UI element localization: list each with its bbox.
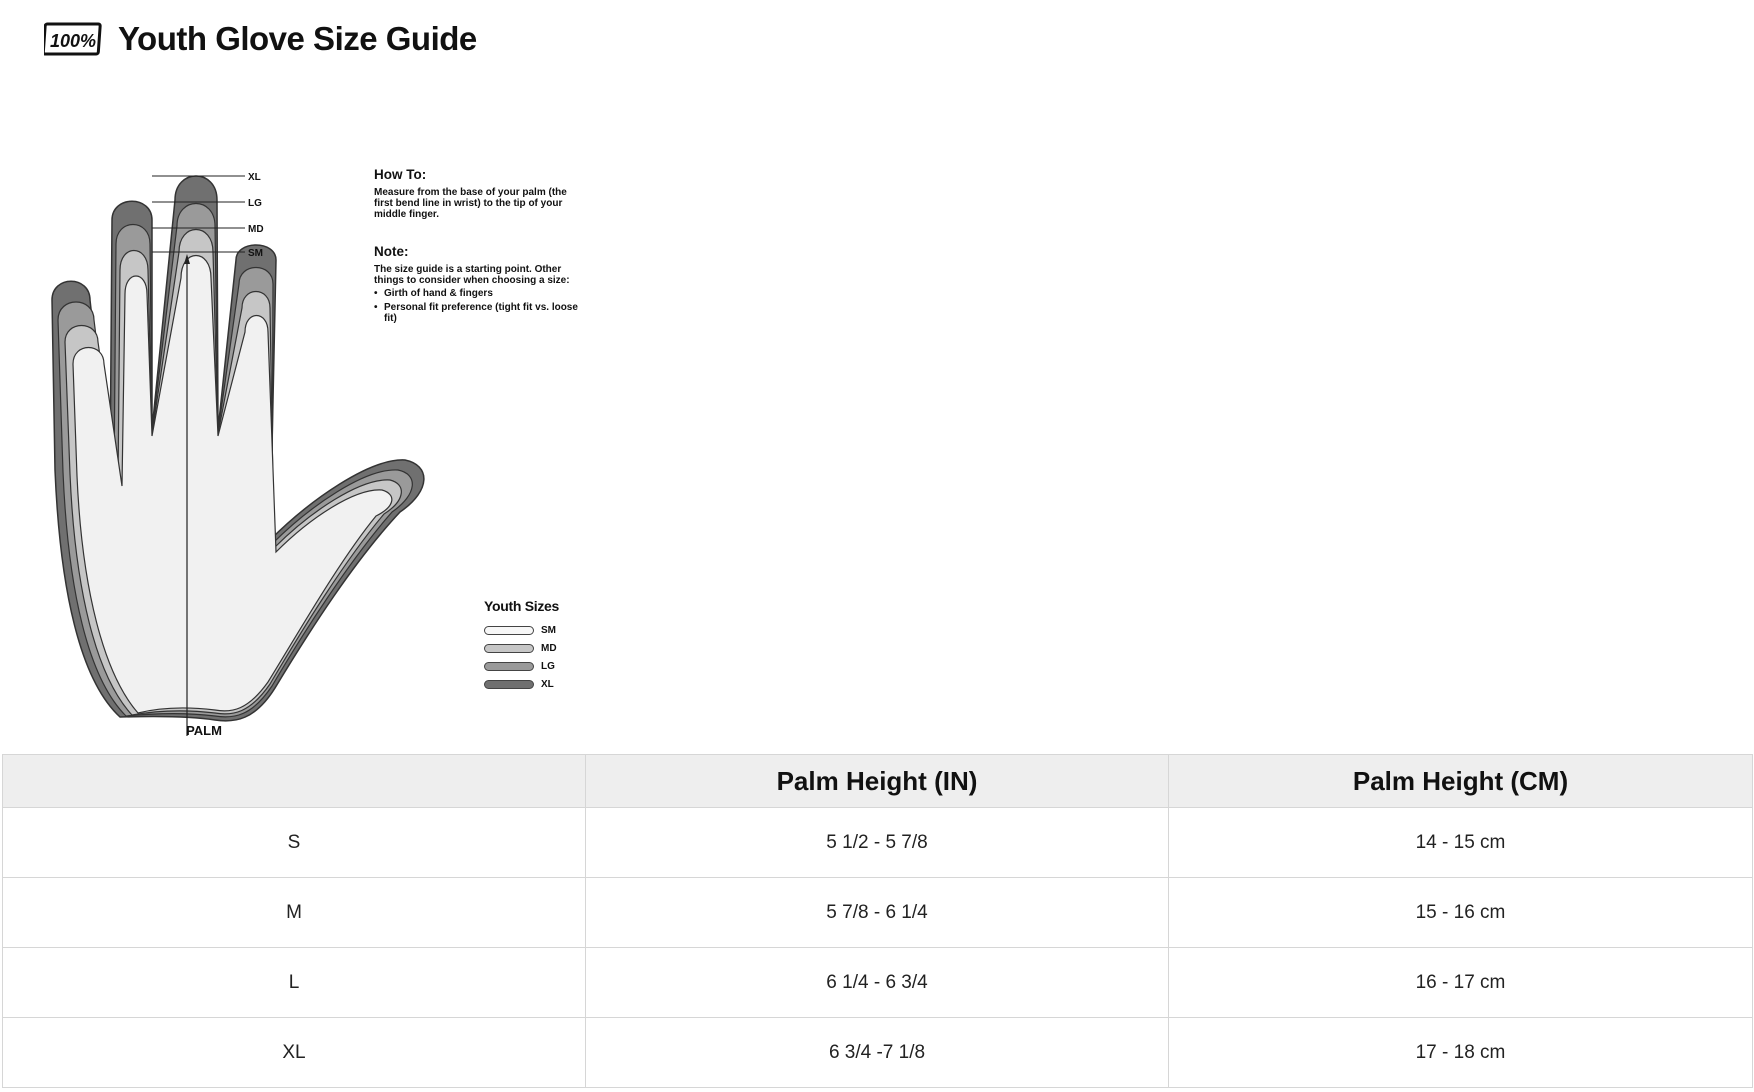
table-row: [3, 948, 1753, 1018]
legend-swatch-lg: [484, 662, 534, 671]
marker-label-sm: SM: [248, 248, 263, 259]
size-cell: S: [3, 808, 586, 878]
note-block: [374, 244, 584, 324]
legend-title: Youth Sizes: [484, 598, 560, 614]
note-text: The size guide is a starting point. Other things to consider when choosing a size:: [374, 264, 570, 286]
marker-label-lg: LG: [248, 198, 262, 209]
table-row: [3, 808, 1753, 878]
legend-swatch-xl: [484, 680, 534, 689]
page-title: Youth Glove Size Guide: [118, 20, 477, 57]
legend-item-sm: [484, 621, 604, 639]
howto-block: [374, 167, 584, 220]
howto-heading: How To:: [374, 167, 427, 182]
size-legend: [484, 598, 604, 693]
inches-cell: 6 3/4 -7 1/8: [586, 1018, 1169, 1088]
legend-label: SM: [541, 624, 556, 636]
inches-cell: 5 7/8 - 6 1/4: [586, 878, 1169, 948]
size-table: [2, 754, 1753, 1088]
legend-label: XL: [541, 678, 554, 690]
inches-cell: 6 1/4 - 6 3/4: [586, 948, 1169, 1018]
legend-item-md: [484, 639, 604, 657]
legend-swatch-sm: [484, 626, 534, 635]
legend-swatch-md: [484, 644, 534, 653]
note-heading: Note:: [374, 244, 409, 259]
header-cell-size: [3, 755, 586, 808]
inches-cell: 5 1/2 - 5 7/8: [586, 808, 1169, 878]
header-cell-inches: Palm Height (IN): [586, 755, 1169, 808]
note-bullets: [374, 288, 584, 324]
legend-label: LG: [541, 660, 555, 672]
note-bullet: • Personal fit preference (tight fit vs. loose fit): [374, 302, 584, 324]
legend-item-lg: [484, 657, 604, 675]
table-header-row: [3, 755, 1753, 808]
cm-cell: 14 - 15 cm: [1169, 808, 1753, 878]
cm-cell: 16 - 17 cm: [1169, 948, 1753, 1018]
size-cell: M: [3, 878, 586, 948]
palm-label: PALM: [186, 723, 222, 738]
legend-item-xl: [484, 675, 604, 693]
size-cell: XL: [3, 1018, 586, 1088]
howto-text: Measure from the base of your palm (the first bend line in wrist) to the tip of your middle finger.: [374, 187, 567, 220]
brand-logo: [44, 21, 102, 57]
cm-cell: 17 - 18 cm: [1169, 1018, 1753, 1088]
size-cell: L: [3, 948, 586, 1018]
note-bullet: • Girth of hand & fingers: [374, 288, 584, 299]
table-row: [3, 1018, 1753, 1088]
header-cell-cm: Palm Height (CM): [1169, 755, 1753, 808]
cm-cell: 15 - 16 cm: [1169, 878, 1753, 948]
marker-label-xl: XL: [248, 172, 261, 183]
logo-text: 100%: [49, 31, 97, 51]
legend-label: MD: [541, 642, 557, 654]
table-row: [3, 878, 1753, 948]
marker-label-md: MD: [248, 224, 264, 235]
page-header: [44, 16, 477, 62]
instructions-panel: [374, 167, 584, 348]
